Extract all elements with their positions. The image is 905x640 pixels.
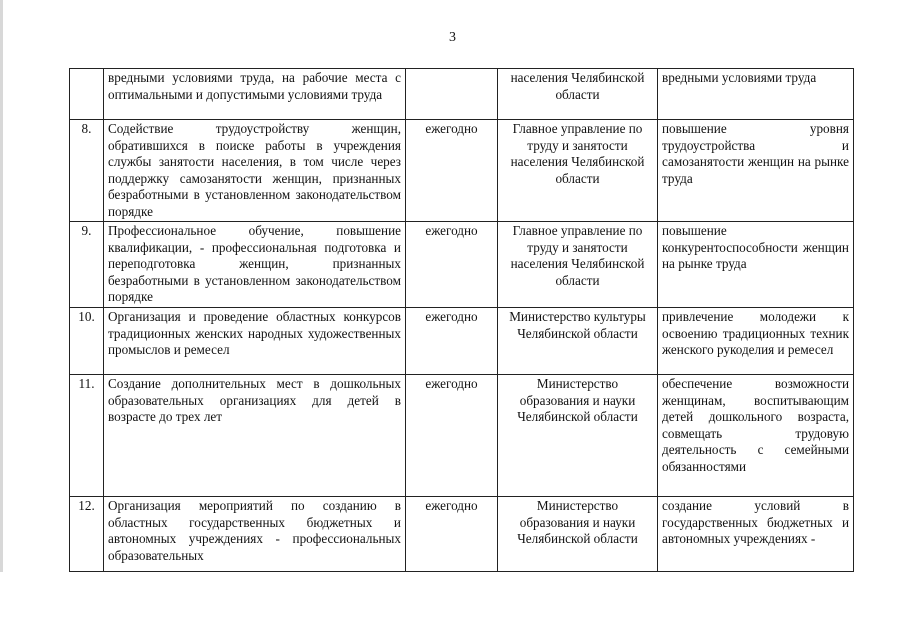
table-row [70, 69, 854, 120]
result-cell: обеспечение возможности женщинам, воспитывающим детей дошкольного возраста, совмещать трудовую деятельность с семейными обязанностями [658, 375, 854, 497]
activity-cell: Организация и проведение областных конкурсов традиционных женских народных художественных промыслов и ремесел [104, 308, 406, 375]
table-bottom-rule [69, 571, 854, 572]
page-bottom-margin [0, 572, 905, 640]
executor-cell: Главное управление по труду и занятости населения Челябинской области [498, 222, 658, 308]
executor-cell: Министерство культуры Челябинской области [498, 308, 658, 375]
activity-cell: вредными условиями труда, на рабочие места с оптимальными и допустимыми условиями труда [104, 69, 406, 120]
row-number: 11. [70, 375, 104, 497]
row-number [70, 69, 104, 120]
row-number: 10. [70, 308, 104, 375]
executor-cell: Министерство образования и науки Челябинской области [498, 497, 658, 577]
table-row [70, 308, 854, 375]
measures-table [69, 68, 854, 577]
row-number: 8. [70, 120, 104, 222]
period-cell [406, 69, 498, 120]
result-cell: создание условий в государственных бюджетных и автономных учреждениях - [658, 497, 854, 577]
result-cell: вредными условиями труда [658, 69, 854, 120]
activity-cell: Организация мероприятий по созданию в областных государственных бюджетных и автономных учреждениях - профессиональных образовательных [104, 497, 406, 577]
row-number: 12. [70, 497, 104, 577]
table-row [70, 222, 854, 308]
table-row [70, 497, 854, 577]
result-cell: повышение конкурентоспособности женщин на рынке труда [658, 222, 854, 308]
scan-left-edge [0, 0, 3, 640]
result-cell: привлечение молодежи к освоению традиционных техник женского рукоделия и ремесел [658, 308, 854, 375]
period-cell: ежегодно [406, 120, 498, 222]
table-row [70, 120, 854, 222]
period-cell: ежегодно [406, 308, 498, 375]
row-number: 9. [70, 222, 104, 308]
executor-cell: Министерство образования и науки Челябинской области [498, 375, 658, 497]
table-row [70, 375, 854, 497]
activity-cell: Содействие трудоустройству женщин, обратившихся в поиске работы в учреждения службы занятости населения, в том числе через поддержку самозанятости женщин, признанных безработными в установленном законодательством порядке [104, 120, 406, 222]
executor-cell: Главное управление по труду и занятости населения Челябинской области [498, 120, 658, 222]
result-cell: повышение уровня трудоустройства и самозанятости женщин на рынке труда [658, 120, 854, 222]
period-cell: ежегодно [406, 222, 498, 308]
activity-cell: Профессиональное обучение, повышение квалификации, - профессиональная подготовка и переподготовка женщин, признанных безработными в установленном законодательством порядке [104, 222, 406, 308]
activity-cell: Создание дополнительных мест в дошкольных образовательных организациях для детей в возрасте до трех лет [104, 375, 406, 497]
period-cell: ежегодно [406, 497, 498, 577]
page-number: 3 [449, 30, 456, 45]
period-cell: ежегодно [406, 375, 498, 497]
executor-cell: населения Челябинской области [498, 69, 658, 120]
